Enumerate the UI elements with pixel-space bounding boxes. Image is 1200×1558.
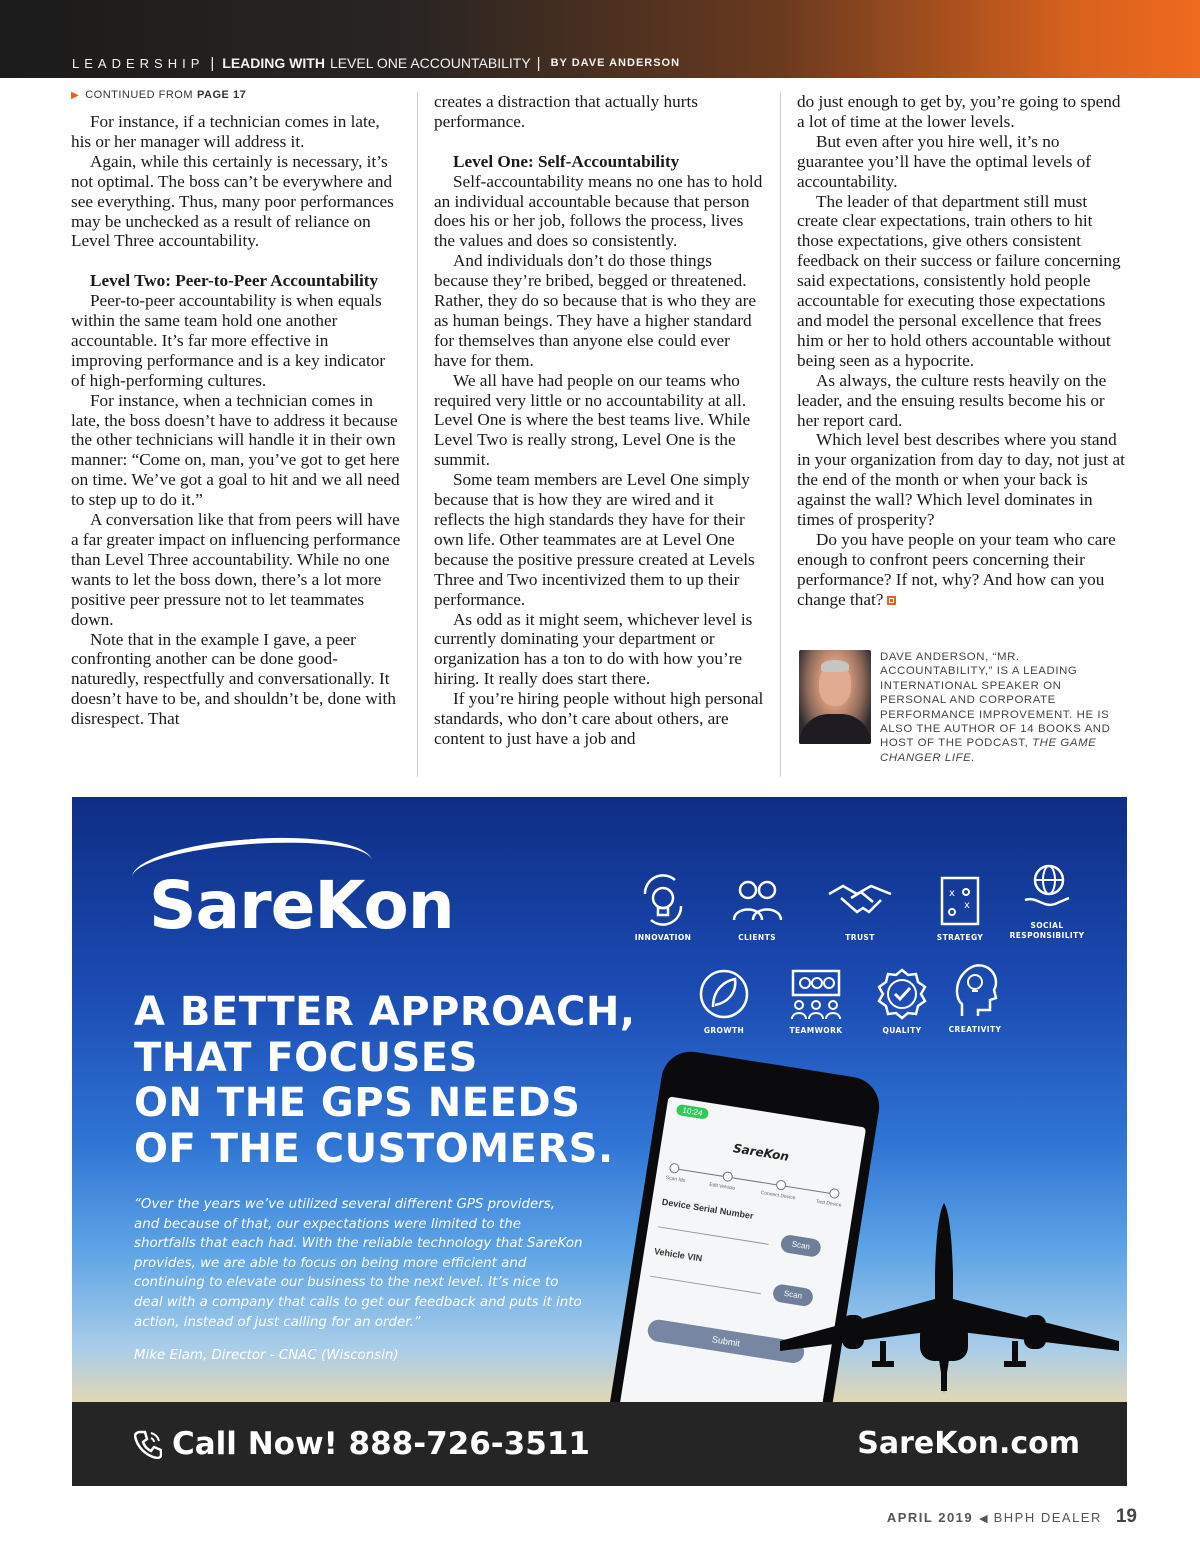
step-label: Edit Vehicle [708, 1181, 736, 1192]
step-dot [669, 1162, 680, 1173]
icon-label: TEAMWORK [789, 1026, 843, 1035]
paragraph: We all have had people on our teams who required very little or no accountability at all. Level One is where the best teams live. While Level Two is really strong, Level One is the summit. [434, 370, 751, 470]
headline-line: ON THE GPS NEEDS [134, 1080, 581, 1126]
issue-date: APRIL 2019 [886, 1510, 974, 1525]
page-folio [887, 1506, 1137, 1528]
paragraph: Again, while this certainly is necessary, it’s not optimal. The boss can’t be everywhere and see everything. Thus, many poor performances may be unchecked as a result of reliance on Level Three accountability. [71, 151, 394, 251]
airplane-icon [772, 1203, 1127, 1403]
paragraph: Some team members are Level One simply because that is how they are wired and it reflects the high standards they have for their own life. Other teammates are at Level One because the positive pressure created at Levels Three and Two incentivized them to up their performance. [434, 470, 755, 609]
paragraph: For instance, when a technician comes in late, the boss doesn’t have to address it because the other technicians will handle it in their own manner: “Come on, man, you’ve got to get here on time. We’ve got a goal to hit and we all need to step up to do it.” [71, 390, 400, 510]
trust-feature [810, 872, 910, 943]
vin-input[interactable] [650, 1276, 761, 1295]
icon-label: INNOVATION [634, 933, 692, 942]
innovation-feature [613, 872, 713, 943]
creativity-feature [925, 960, 1025, 1035]
paragraph: Note that in the example I gave, a peer confronting another can be done good-naturedly, respectfully and conversationally. It doesn’t have to be, and shouldn’t be, done with disrespect. That [71, 629, 396, 729]
icon-label: CREATIVITY [948, 1025, 1002, 1034]
icon-label: SOCIAL RESPONSIBILITY [1009, 921, 1085, 940]
headline-line: A BETTER APPROACH, [134, 989, 636, 1035]
paragraph: A conversation like that from peers will have a far greater impact on influencing performance than Level Three accountability. While no one wants to let the boss down, there’s a lot more positive peer pressure not to let teammates down. [71, 510, 401, 629]
quality-seal-icon [875, 967, 929, 1021]
paragraph: As always, the culture rests heavily on the leader, and the ensuing results become his or her report card. [797, 370, 1107, 430]
article-title-light: LEVEL ONE ACCOUNTABILITY [329, 55, 531, 71]
strategy-feature [910, 872, 1010, 943]
section-label: LEADERSHIP [72, 55, 205, 71]
serial-field-label: Device Serial Number [661, 1196, 755, 1222]
step-label: Test Device [815, 1198, 842, 1209]
header-divider: | [210, 54, 215, 72]
icon-label: GROWTH [703, 1026, 745, 1035]
strategy-board-icon [932, 872, 988, 928]
scan-serial-button[interactable]: Scan [780, 1234, 822, 1258]
globe-hand-icon [1019, 860, 1075, 916]
podcast-name: THE GAME CHANGER LIFE. [880, 737, 1097, 764]
subheading-level-two: Level Two: Peer-to-Peer Accountability [90, 271, 379, 291]
page-number: 19 [1115, 1506, 1137, 1527]
app-logo: SareKon [732, 1141, 790, 1164]
sarekon-advertisement[interactable] [72, 797, 1127, 1486]
call-now[interactable] [134, 1426, 590, 1462]
status-time: 10:24 [676, 1104, 709, 1120]
handshake-icon [827, 872, 893, 928]
step-dot [722, 1171, 733, 1182]
step-dot [829, 1188, 840, 1199]
paragraph: creates a distraction that actually hurts performance. [434, 92, 698, 131]
vin-field-label: Vehicle VIN [653, 1246, 703, 1264]
author-photo [799, 650, 871, 744]
paragraph-final [797, 530, 1127, 610]
paragraph: If you’re hiring people without high personal standards, who don’t care about others, are content to just have a job and [434, 689, 764, 748]
website-link[interactable]: SareKon.com [857, 1426, 1080, 1461]
running-header [72, 52, 680, 74]
team-gears-icon [789, 967, 843, 1021]
subheading-level-one: Level One: Self-Accountability [453, 151, 680, 171]
author-bio-text [880, 650, 1130, 765]
clients-feature [707, 872, 807, 943]
teamwork-feature [766, 967, 866, 1036]
continued-label: CONTINUED FROM [85, 89, 194, 102]
paragraph: For instance, if a technician comes in late, his or her manager will address it. [71, 112, 380, 151]
head-lightbulb-icon [948, 960, 1002, 1020]
step-dot [775, 1179, 786, 1190]
article-column-2 [434, 92, 764, 749]
paragraph: But even after you hire well, it’s no guarantee you’ll have the optimal levels of accountability. [797, 131, 1091, 191]
continued-page: PAGE 17 [197, 89, 247, 102]
svg-text:x: x [964, 900, 970, 911]
bio-text: DAVE ANDERSON, “MR. ACCOUNTABILITY,” IS A LEADING INTERNATIONAL SPEAKER ON PERSONAL AND CORPORATE PERFORMANCE IMPROVEMENT. HE IS ALSO THE AUTHOR OF 14 BOOKS AND HOST OF THE PODCAST, [880, 651, 1111, 750]
people-icon [729, 872, 785, 928]
call-now-text[interactable]: Call Now! 888-726-3511 [172, 1426, 590, 1462]
article-column-1 [71, 89, 401, 729]
byline: BY DAVE ANDERSON [550, 57, 681, 69]
social-responsibility-feature [997, 860, 1097, 941]
author-bio [799, 648, 1129, 768]
growth-feature [674, 967, 774, 1036]
continued-from [71, 86, 401, 106]
ad-headline [134, 990, 654, 1172]
svg-text:x: x [949, 888, 955, 899]
paragraph: The leader of that department still must create clear expectations, train others to hit those expectations, give others consistent feedback on their success or failure concerning said expectations, consistently hold people accountable for executing those expectations and model the personal excellence that frees him or her to hold others accountable without being seen as a hypocrite. [797, 191, 1121, 370]
paragraph-text: Do you have people on your team who care enough to confront peers concerning their performance? If not, why? And how can you change that? [797, 529, 1116, 609]
paragraph: As odd as it might seem, whichever level is currently dominating your department or organization has a ton to do with how you’re hiring. It really does start there. [434, 609, 753, 689]
icon-label: CLIENTS [738, 933, 776, 942]
sarekon-logo: SareKon [149, 867, 454, 944]
article-column-3 [797, 92, 1127, 610]
leaf-icon [697, 967, 751, 1021]
submit-button[interactable]: Submit [646, 1318, 805, 1364]
column-rule [780, 92, 781, 777]
icon-label: TRUST [845, 933, 875, 942]
paragraph: Self-accountability means no one has to hold an individual accountable because that person does his or her job, follows the process, lives the values and does so consistently. [434, 171, 763, 251]
paragraph: Peer-to-peer accountability is when equals within the same team hold one another accountable. It’s far more effective in improving performance and is a key indicator of high-performing cultures. [71, 291, 386, 390]
header-divider: | [536, 54, 541, 72]
scan-vin-button[interactable]: Scan [772, 1283, 814, 1307]
triangle-icon: ▶ [71, 90, 80, 102]
end-of-article-icon [887, 596, 896, 605]
chevron-left-icon: ◀ [979, 1513, 988, 1525]
headline-line: OF THE CUSTOMERS. [134, 1125, 614, 1172]
step-label: Connect Device [760, 1189, 796, 1202]
article-title-bold: LEADING WITH [222, 55, 325, 71]
icon-label: QUALITY [882, 1026, 922, 1035]
paragraph: And individuals don’t do those things because they’re bribed, begged or threatened. Rather, they do so because that is who they are as human beings. They have a higher standard for themselves than anyone else could ever have for them. [434, 251, 756, 370]
phone-icon [134, 1429, 162, 1459]
step-label: Scan Ids [665, 1174, 686, 1184]
testimonial-attribution: Mike Elam, Director - CNAC (Wisconsin) [134, 1348, 399, 1363]
ad-footer [72, 1402, 1127, 1486]
headline-line: THAT FOCUSES [134, 1034, 478, 1081]
lightbulb-icon [635, 872, 691, 928]
header-bar [0, 0, 1200, 78]
publication-name: BHPH DEALER [993, 1510, 1102, 1525]
paragraph: do just enough to get by, you’re going to spend a lot of time at the lower levels. [797, 92, 1121, 131]
serial-input[interactable] [658, 1226, 769, 1245]
icon-label: STRATEGY [936, 933, 984, 942]
column-rule [417, 92, 418, 777]
testimonial-quote: “Over the years we’ve utilized several different GPS providers, and because of that, our expectations were limited to the shortfalls that each had. With the reliable technology that SareKon provides, we are able to focus on being more efficient and continuing to elevate our business to the next level. It’s nice to deal with a company that calls to get our feedback and puts it into action, instead of just calling for an order.” [134, 1197, 583, 1330]
paragraph: Which level best describes where you stand in your organization from day to day, not just at the end of the month or when your back is against the wall? Which level dominates in times of prosperity? [797, 430, 1125, 530]
